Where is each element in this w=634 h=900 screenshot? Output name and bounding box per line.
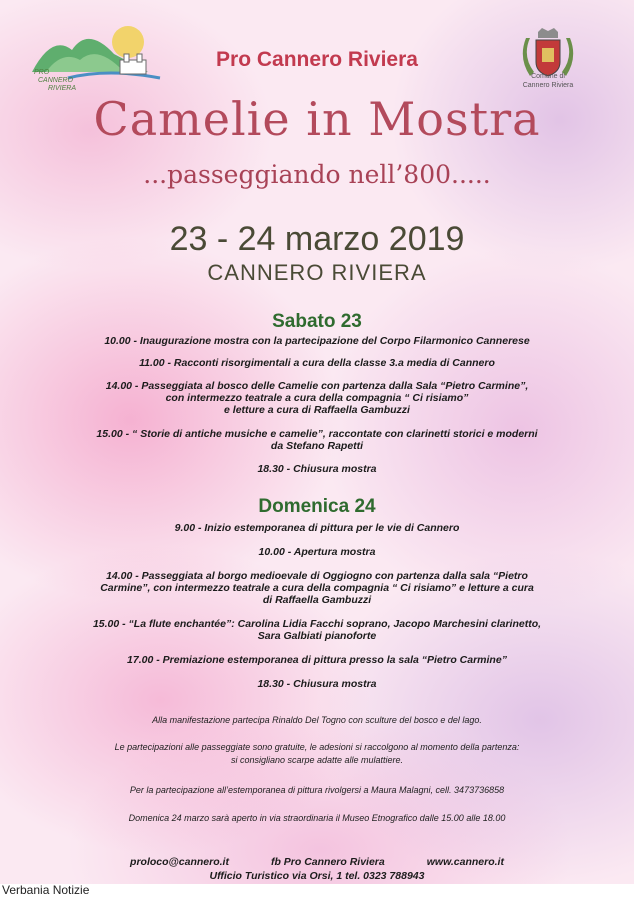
info-note xyxy=(30,741,604,767)
sunday-event xyxy=(30,678,604,690)
event-line: 14.00 - Passeggiata al borgo medioevale di Oggiogno con partenza dalla sala “Pietro xyxy=(106,570,528,582)
note-line: Domenica 24 marzo sarà aperto in via straordinaria il Museo Etnografico dalle 15.00 alle 18.00 xyxy=(128,813,506,823)
organizer-title: Pro Cannero Riviera xyxy=(216,48,418,71)
comune-line-2: Cannero Riviera xyxy=(522,82,574,89)
sunday-event xyxy=(30,522,604,534)
note-line: Per la partecipazione all’estemporanea di pittura rivolgersi a Maura Malagni, cell. 3473736858 xyxy=(129,785,505,795)
email-link[interactable]: proloco@cannero.it xyxy=(130,856,229,868)
event-line: Sara Galbiati pianoforte xyxy=(257,630,377,642)
event-line: 15.00 - “ Storie di antiche musiche e camelie”, raccontate con clarinetti storici e moderni xyxy=(96,428,538,440)
saturday-event xyxy=(30,463,604,475)
event-line: da Stefano Rapetti xyxy=(270,440,364,452)
event-line: 15.00 - “La flute enchantée”: Carolina Lidia Facchi soprano, Jacopo Marchesini clarinetto, xyxy=(92,618,542,630)
saturday-event xyxy=(30,335,604,347)
sunday-heading: Domenica 24 xyxy=(258,496,376,517)
saturday-event xyxy=(30,428,604,452)
event-line: Carmine”, con intermezzo teatrale a cura della compagnia “ Ci risiamo” e letture a cura xyxy=(100,582,534,594)
tourist-office-info: Ufficio Turistico via Orsi, 1 tel. 0323 788943 xyxy=(209,870,425,882)
sunday-event xyxy=(30,618,604,642)
note-line: Le partecipazioni alle passeggiate sono gratuite, le adesioni si raccolgono al momento della partenza: xyxy=(114,742,520,752)
sunday-event xyxy=(30,570,604,606)
note-line: Alla manifestazione partecipa Rinaldo Del Togno con sculture del bosco e del lago. xyxy=(152,715,482,725)
event-line: di Raffaella Gambuzzi xyxy=(262,594,372,606)
info-note xyxy=(30,812,604,825)
logo-text-3: RIVIERA xyxy=(48,85,77,92)
contacts-row xyxy=(0,856,634,868)
source-watermark: Verbania Notizie xyxy=(2,883,90,897)
facebook-link[interactable]: fb Pro Cannero Riviera xyxy=(270,856,385,868)
comune-label xyxy=(508,72,588,90)
saturday-event xyxy=(30,380,604,416)
event-title: Camelie in Mostra xyxy=(93,92,541,146)
event-line: 11.00 - Racconti risorgimentali a cura della classe 3.a media di Cannero xyxy=(139,357,495,369)
logo-text-1: PRO xyxy=(34,69,50,76)
event-line: 14.00 - Passeggiata al bosco delle Camelie con partenza dalla Sala “Pietro Carmine”, xyxy=(105,380,529,392)
event-line: 10.00 - Apertura mostra xyxy=(258,546,376,558)
info-note xyxy=(30,714,604,727)
event-line: 10.00 - Inaugurazione mostra con la partecipazione del Corpo Filarmonico Cannerese xyxy=(104,335,530,347)
event-subtitle: ...passeggiando nell’800..... xyxy=(143,160,491,189)
event-place: CANNERO RIVIERA xyxy=(207,260,427,285)
logo-text-2: CANNERO xyxy=(38,77,74,84)
event-dates: 23 - 24 marzo 2019 xyxy=(169,220,465,258)
event-line: 9.00 - Inizio estemporanea di pittura per le vie di Cannero xyxy=(174,522,460,534)
sunday-event xyxy=(30,654,604,666)
event-line: e letture a cura di Raffaella Gambuzzi xyxy=(224,404,410,416)
saturday-event xyxy=(30,357,604,369)
sunday-event xyxy=(30,546,604,558)
comune-line-1: Comune di xyxy=(531,73,565,80)
note-line: si consigliano scarpe adatte alle mulattiere. xyxy=(230,755,404,765)
event-line: con intermezzo teatrale a cura della compagnia “ Ci risiamo” xyxy=(165,392,469,404)
website-link[interactable]: www.cannero.it xyxy=(426,856,504,868)
info-note xyxy=(30,784,604,797)
event-line: 18.30 - Chiusura mostra xyxy=(257,463,377,475)
event-line: 18.30 - Chiusura mostra xyxy=(257,678,377,690)
event-line: 17.00 - Premiazione estemporanea di pittura presso la sala “Pietro Carmine” xyxy=(127,654,507,666)
saturday-heading: Sabato 23 xyxy=(272,311,362,332)
